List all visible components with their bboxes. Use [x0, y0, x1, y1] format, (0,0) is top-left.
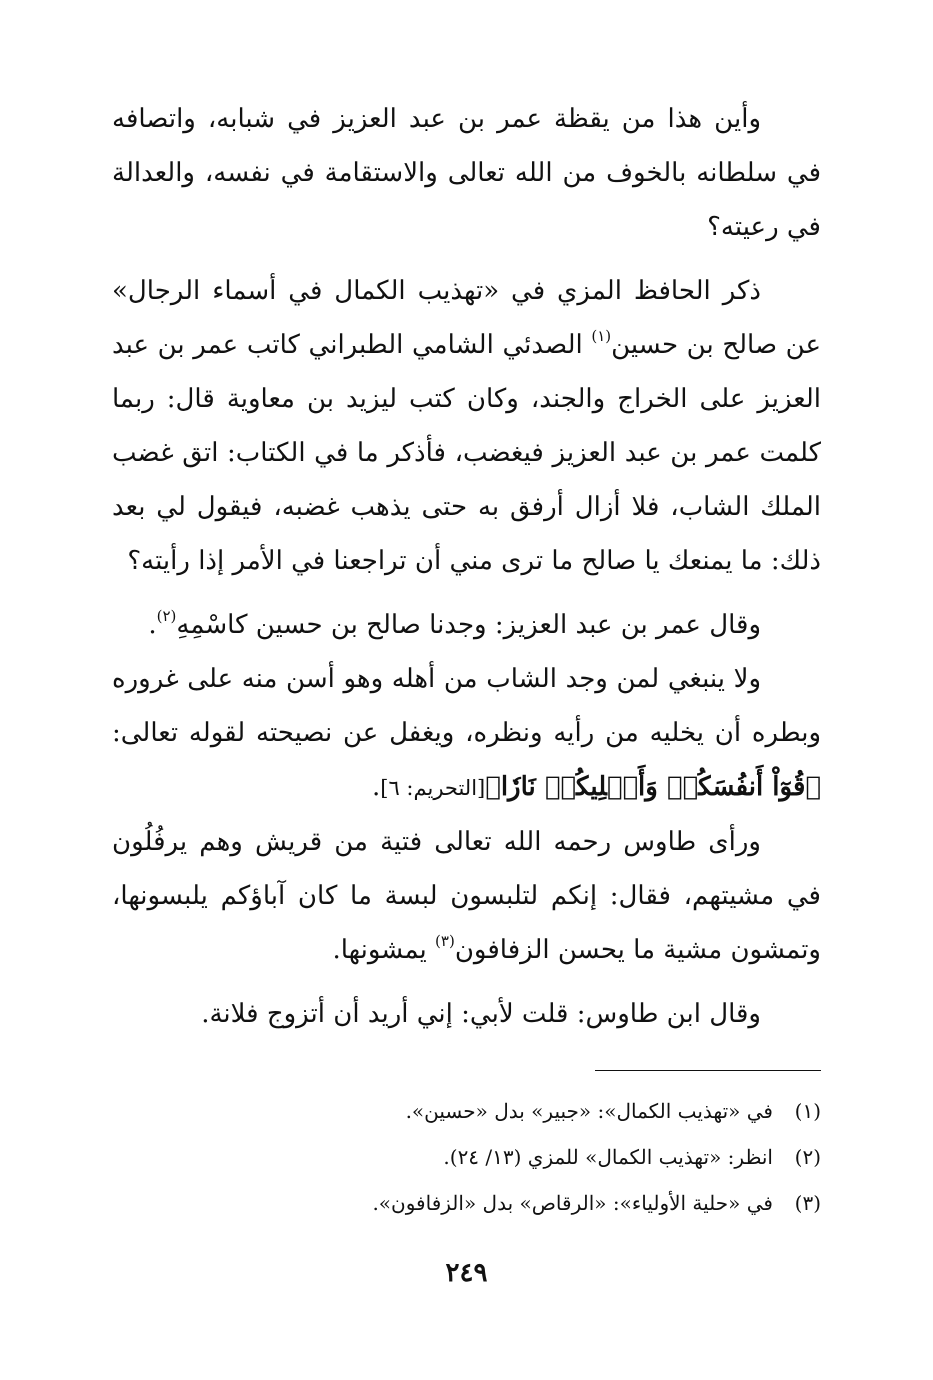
- footnote-3-text: في «حلية الأولياء»: «الرقاص» بدل «الزفافون».: [372, 1191, 773, 1215]
- paragraph-4-text: ولا ينبغي لمن وجد الشاب من أهله وهو أسن منه على غروره وبطره أن يخليه من رأيه ونظره، ويغفل عن نصيحته لقوله تعالى:: [112, 664, 822, 748]
- footnote-marker-3: (٣): [435, 932, 455, 950]
- footnote-1-text: في «تهذيب الكمال»: «جبير» بدل «حسين».: [405, 1099, 773, 1123]
- quran-verse: ﴿قُوٓاْ أَنفُسَكُمۡ وَأَهۡلِيكُمۡ نَارٗا﴾: [485, 772, 821, 802]
- paragraph-5-text-b: يمشونها.: [332, 935, 436, 965]
- footnote-3-number: (٣): [794, 1191, 821, 1215]
- footnote-1: [112, 1088, 821, 1134]
- paragraph-5-text-a: ورأى طاوس رحمه الله تعالى فتية من قريش وهم يرفُلُون في مشيتهم، فقال: إنكم لتلبسون لبسة ما كان آباؤكم يلبسونها، وتمشون مشية ما يحسن الزفافون: [112, 827, 821, 965]
- footnote-3: [112, 1180, 821, 1226]
- footnote-2: [112, 1134, 821, 1180]
- paragraph-3: [112, 598, 821, 652]
- quran-reference: [التحريم: ٦]: [380, 776, 486, 800]
- footnote-2-number: (٢): [794, 1145, 821, 1169]
- footnote-divider: [595, 1070, 821, 1071]
- main-text: [112, 92, 821, 1041]
- paragraph-2: [112, 264, 821, 588]
- paragraph-3-text-a: وقال عمر بن عبد العزيز: وجدنا صالح بن حسين كاسْمِهِ: [176, 610, 761, 640]
- paragraph-5: [112, 815, 821, 977]
- paragraph-6: [112, 987, 821, 1041]
- page-number: ٢٤٩: [445, 1258, 488, 1288]
- paragraph-6-text: وقال ابن طاوس: قلت لأبي: إني أريد أن أتزوج فلانة.: [201, 999, 761, 1029]
- paragraph-1: [112, 92, 821, 254]
- paragraph-1-text: وأين هذا من يقظة عمر بن عبد العزيز في شبابه، واتصافه في سلطانه بالخوف من الله تعالى والاستقامة في نفسه، والعدالة في رعيته؟: [112, 104, 821, 242]
- footnote-marker-2: (٢): [156, 607, 177, 625]
- footnote-2-text: انظر: «تهذيب الكمال» للمزي (١٣/ ٢٤).: [443, 1145, 773, 1169]
- footnote-marker-1: (١): [591, 327, 612, 345]
- paragraph-2-text-b: الصدئي الشامي الطبراني كاتب عمر بن عبد العزيز على الخراج والجند، وكان كتب ليزيد بن معاوية قال: ربما كلمت عمر بن عبد العزيز فيغضب، فأذكر ما في الكتاب: اتق غضب الملك الشاب، فلا أزال أرفق به حتى يذهب غضبه، فيقول لي بعد ذلك: ما يمنعك يا صالح ما ترى مني أن تراجعنا في الأمر إذا رأيته؟: [112, 330, 821, 576]
- paragraph-2-text-a: ذكر الحافظ المزي في «تهذيب الكمال في أسماء الرجال» عن صالح بن حسين: [112, 276, 821, 360]
- footnote-1-number: (١): [794, 1099, 821, 1123]
- paragraph-3-text-b: .: [148, 610, 157, 640]
- paragraph-4-end: .: [372, 772, 381, 802]
- footnotes: [112, 1088, 821, 1226]
- paragraph-4: [112, 652, 821, 815]
